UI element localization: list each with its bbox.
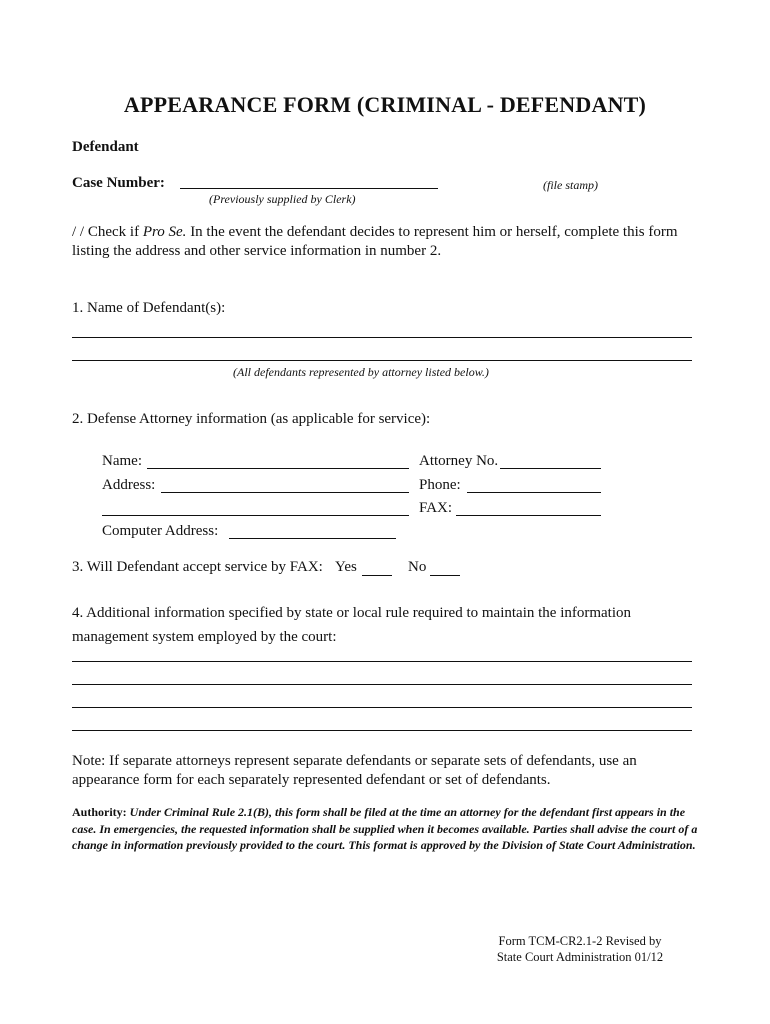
footer-line-2: State Court Administration 01/12 [496,950,664,964]
defendant-heading: Defendant [72,139,139,155]
section1-label: 1. Name of Defendant(s): [72,300,226,316]
pro-se-label: Pro Se. [142,224,187,240]
section4-label: 4. Additional information specified by state or local rule required to maintain the information management system employed by the court: [72,605,632,645]
pro-se-text: In the event the defendant decides to represent him or herself, complete this form listing the address and other service information in number 2. [72,224,678,259]
footer-line-1: Form TCM-CR2.1-2 Revised by [498,934,662,948]
attorney-address-label: Address: [102,477,156,493]
page-title: APPEARANCE FORM (CRIMINAL - DEFENDANT) [123,92,647,117]
authority-label: Authority: [72,805,127,819]
case-number-label: Case Number: [72,175,165,191]
authority-paragraph [72,804,702,854]
phone-label: Phone: [419,477,461,493]
fax-label: FAX: [419,500,453,516]
pro-se-paragraph [72,223,702,261]
attorney-name-field[interactable] [147,453,409,469]
fax-yes-label: Yes [335,559,357,575]
attorney-no-label: Attorney No. [419,453,499,469]
section2-label: 2. Defense Attorney information (as applicable for service): [72,411,431,427]
fax-yes-field[interactable] [362,560,392,576]
defendant-name-line-1[interactable] [72,337,692,338]
attorney-address-field[interactable] [161,477,409,493]
additional-info-line-2[interactable] [72,684,692,685]
defendant-name-line-2[interactable] [72,360,692,361]
note-paragraph: Note: If separate attorneys represent separate defendants or separate sets of defendants, use an appearance form for each separately represented defendant or set of defendants. [72,753,637,788]
attorney-name-label: Name: [102,453,142,469]
form-footer [470,933,690,965]
attorney-no-field[interactable] [500,453,601,469]
section1-note: (All defendants represented by attorney listed below.) [233,365,489,379]
additional-info-line-3[interactable] [72,707,692,708]
computer-address-field[interactable] [229,523,396,539]
fax-no-label: No [408,559,427,575]
additional-info-line-4[interactable] [72,730,692,731]
attorney-address-field-2[interactable] [102,500,409,516]
phone-field[interactable] [467,477,601,493]
computer-address-label: Computer Address: [102,523,219,539]
authority-text: Under Criminal Rule 2.1(B), this form shall be filed at the time an attorney for the defendant first appears in the case. In emergencies, the requested information shall be supplied when it becomes available. Parties shall advise the court of a change in information previously provided to the court. This format is approved by the Division of State Court Administration. [72,805,698,852]
fax-field[interactable] [456,500,601,516]
file-stamp-label: (file stamp) [543,178,598,192]
pro-se-check-if: Check if [87,224,140,240]
pro-se-checkbox[interactable]: / / [72,224,85,240]
additional-info-line-1[interactable] [72,661,692,662]
case-number-field[interactable] [180,174,438,189]
fax-no-field[interactable] [430,560,460,576]
case-number-note: (Previously supplied by Clerk) [209,192,356,206]
section3-label: 3. Will Defendant accept service by FAX: [72,559,323,575]
